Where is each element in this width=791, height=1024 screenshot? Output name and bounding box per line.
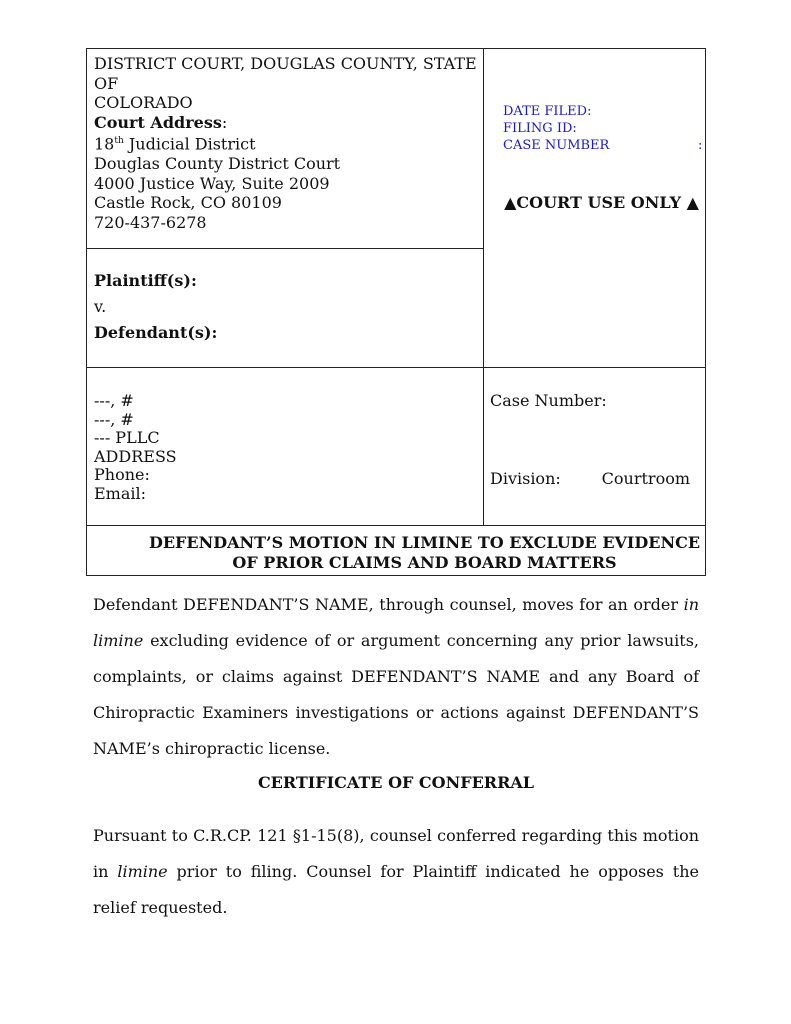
caption-divider-court xyxy=(87,248,484,249)
attorney-info xyxy=(94,392,479,503)
court-name-line: DISTRICT COURT, DOUGLAS COUNTY, STATE xyxy=(94,54,477,73)
court-address-line: Douglas County District Court xyxy=(94,154,341,174)
attorney-line: ---, # xyxy=(94,409,134,429)
caption-divider-vertical xyxy=(483,49,484,526)
court-address-line: 4000 Justice Way, Suite 2009 xyxy=(94,173,330,193)
motion-title-line: DEFENDANT’S MOTION IN LIMINE TO EXCLUDE EVIDENCE xyxy=(148,533,701,552)
filing-id-label: FILING ID: xyxy=(503,121,577,136)
judicial-district: 18th Judicial District xyxy=(94,134,256,154)
caption-divider-attorney xyxy=(87,525,705,526)
conferral-paragraph: Pursuant to C.R.CP. 121 §1-15(8), counsel conferred regarding this motion in limine prior to filing. Counsel for Plaintiff indicated he opposes the relief requested. xyxy=(93,826,699,917)
court-info xyxy=(94,54,479,233)
courtroom-label: Courtroom xyxy=(601,469,690,488)
italic-in-limine: in limine xyxy=(93,595,699,650)
attorney-phone: Phone: xyxy=(94,465,150,484)
certificate-heading: CERTIFICATE OF CONFERRAL xyxy=(257,773,535,792)
plaintiff-label: Plaintiff(s): xyxy=(94,271,197,290)
defendant-label: Defendant(s): xyxy=(94,323,218,343)
attorney-line: ---, # xyxy=(94,391,134,410)
court-address-line: Castle Rock, CO 80109 xyxy=(94,193,282,213)
court-name-line: OF xyxy=(94,73,119,93)
case-number-filing-label: CASE NUMBER xyxy=(503,138,610,153)
division-label: Division: xyxy=(490,469,561,488)
parties xyxy=(94,271,479,349)
division-row xyxy=(490,469,690,488)
court-phone: 720-437-6278 xyxy=(94,213,207,233)
date-filed-label: DATE FILED: xyxy=(503,104,592,119)
motion-title-line: OF PRIOR CLAIMS AND BOARD MATTERS xyxy=(232,552,617,572)
court-use-only: ▲COURT USE ONLY ▲ xyxy=(504,193,699,212)
court-address-label: Court Address: xyxy=(94,112,228,132)
case-number-colon: : xyxy=(698,138,703,153)
attorney-address: ADDRESS xyxy=(94,446,177,466)
versus: v. xyxy=(94,297,107,317)
motion-paragraph: Defendant DEFENDANT’S NAME, through counsel, moves for an order in limine excluding evidence of or argument concerning any prior lawsuits, complaints, or claims against DEFENDANT’S NAME and any Board of Chiropractic Examiners investigations or actions against DEFENDANT’S NAME’s chiropractic license. xyxy=(93,595,699,758)
italic-limine: limine xyxy=(117,862,168,881)
caption-table xyxy=(86,48,706,576)
attorney-firm: --- PLLC xyxy=(94,428,160,447)
motion-title xyxy=(147,533,702,572)
attorney-email: Email: xyxy=(94,483,147,503)
court-name-line: COLORADO xyxy=(94,93,193,113)
case-number-label: Case Number: xyxy=(490,391,607,410)
caption-divider-parties xyxy=(87,367,705,368)
